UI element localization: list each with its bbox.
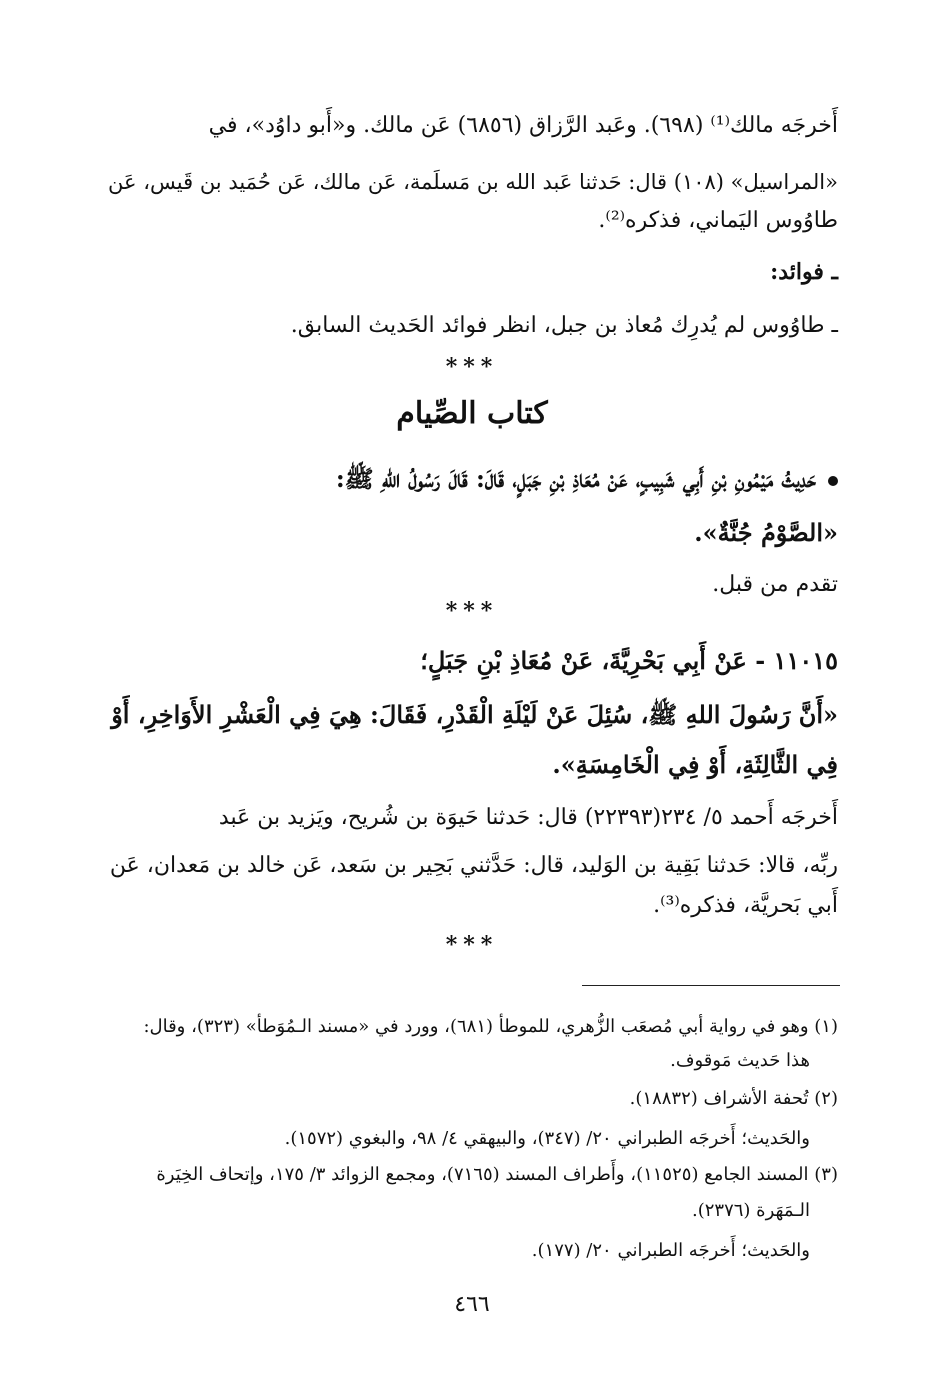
- footnote-1-line-2: هذا حَديث مَوقوف.: [670, 1050, 810, 1071]
- hadith-2-takhrij-2: ربِّه، قالا: حَدثنا بَقِية بن الوَليد، قال: حَدَّثني بَحِير بن سَعد، عَن خالد بن مَعدان، عَن: [109, 853, 838, 878]
- footnote-3-line-3: والحَديث؛ أَخرجَه الطبراني ٢٠/ (١٧٧).: [531, 1240, 810, 1261]
- intro-line-3: طاوُوس اليَماني، فذكره⁽²⁾.: [598, 208, 838, 233]
- hadith-1-line-1: [336, 454, 838, 504]
- footnote-3-line-2: الـمَهَرة (٢٣٧٦).: [692, 1200, 810, 1221]
- intro-line-2: «المراسيل» (١٠٨) قال: حَدثنا عَبد الله بن مَسلَمة، عَن مالك، عَن حُمَيد بن قَيس، عَن: [108, 170, 838, 194]
- hadith-1-text-1: حَدِيثُ مَيْمُونِ بْنِ أَبِي شَبِيبٍ، عَنْ مُعَاذِ بْنِ جَبَلٍ، قَالَ: قَالَ رَسُولُ اللهِ ﷺ:: [335, 464, 816, 493]
- section-separator-3: ***: [445, 932, 499, 958]
- section-separator-1: ***: [445, 354, 499, 380]
- hadith-2-takhrij-3: أَبي بَحريَّة، فذكره⁽³⁾.: [653, 893, 838, 918]
- hadith-2-line-1: «أَنَّ رَسُولَ اللهِ ﷺ، سُئِلَ عَنْ لَيْلَةِ الْقَدْرِ، فَقَالَ: هِيَ فِي الْعَشْرِ الأَوَاخِرِ، أَوْ: [111, 700, 838, 729]
- book-title: كتاب الصِّيام: [396, 396, 548, 431]
- footnote-1-line-1: (١) وهو في رواية أبي مُصعَب الزُّهري، للموطأ (٦٨١)، وورد في «مسند الـمُوَطأ» (٣٢٣)، وقال:: [143, 1016, 838, 1037]
- hadith-2-number-line: ١١٠١٥ - عَنْ أَبِي بَحْرِيَّةَ، عَنْ مُعَاذِ بْنِ جَبَلٍ؛: [420, 646, 838, 675]
- footnote-2-line-1: (٢) تُحفة الأشراف (١٨٨٣٢).: [629, 1088, 838, 1109]
- footnote-divider: [582, 985, 840, 986]
- page-number: ٤٦٦: [454, 1292, 490, 1317]
- bullet-icon: [828, 476, 838, 486]
- hadith-2-line-2: فِي الثَّالِثَةِ، أَوْ فِي الْخَامِسَةِ».: [552, 750, 838, 779]
- footnote-3-line-1: (٣) المسند الجامع (١١٥٢٥)، وأَطراف المسند (٧١٦٥)، ومجمع الزوائد ٣/ ١٧٥، وإتحاف الخِيَرة: [156, 1164, 838, 1185]
- fawaid-item: ـ طاوُوس لم يُدرِك مُعاذ بن جبل، انظر فوائد الحَديث السابق.: [290, 313, 838, 338]
- hadith-1-line-2: «الصَّوْمُ جُنَّةٌ».: [694, 518, 838, 547]
- section-separator-2: ***: [445, 598, 499, 624]
- fawaid-heading: ـ فوائد:: [770, 259, 838, 285]
- intro-line-1: أَخرجَه مالك⁽¹⁾ (٦٩٨). وعَبد الرَّزاق (٦٨٥٦) عَن مالك. و«أَبو داوُد»، في: [208, 113, 838, 138]
- hadith-2-takhrij-1: أَخرجَه أَحمد ٥/ ٢٣٤(٢٢٣٩٣) قال: حَدثنا حَيوَة بن شُريح، ويَزيد بن عَبد: [218, 805, 838, 830]
- footnote-2-line-2: والحَديث؛ أَخرجَه الطبراني ٢٠/ (٣٤٧)، والبيهقي ٤/ ٩٨، والبغوي (١٥٧٢).: [284, 1128, 810, 1149]
- hadith-1-note: تقدم من قبل.: [712, 572, 838, 597]
